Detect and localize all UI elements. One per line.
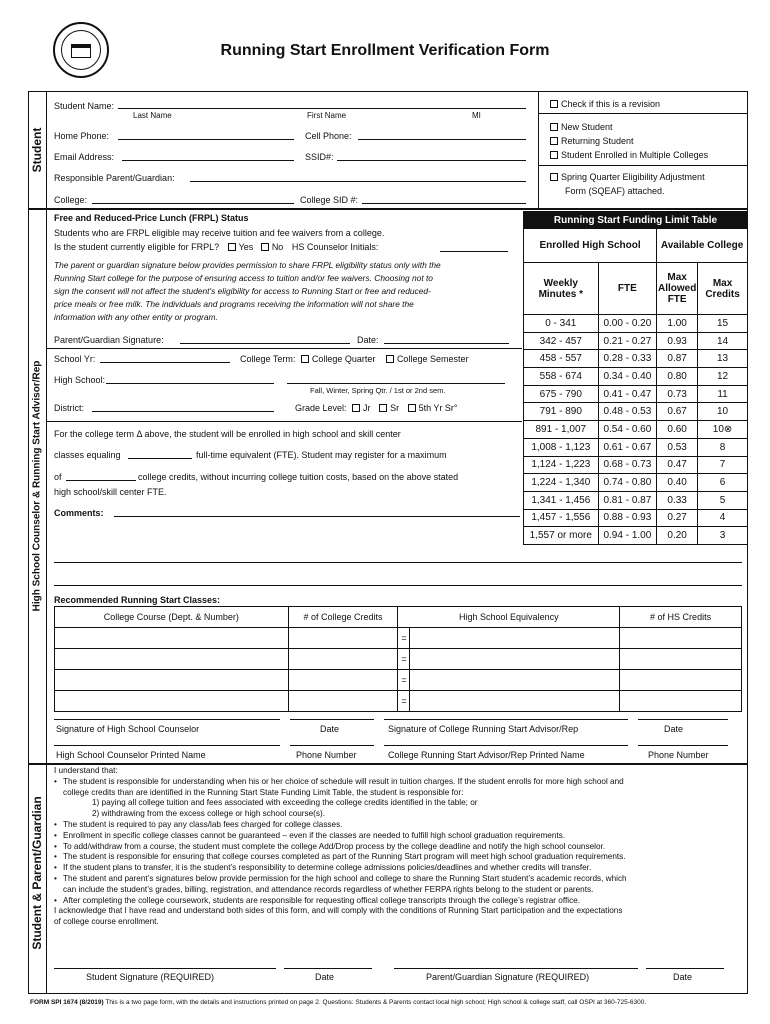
- sqeaf-label-1: Spring Quarter Eligibility Adjustment: [561, 172, 705, 182]
- frpl-consent-line: price meals or free milk. The individuals and programs receiving the information will not share the: [54, 299, 414, 309]
- parent-signature-field[interactable]: [180, 343, 350, 344]
- new-student-label: New Student: [561, 122, 613, 132]
- table-row: [524, 421, 748, 439]
- college-sid-label: College SID #:: [300, 195, 359, 205]
- no-label: No: [271, 242, 284, 252]
- max-fte-cell: 0.33: [657, 491, 698, 509]
- table-row: [524, 438, 748, 456]
- max-fte-cell: 0.73: [657, 385, 698, 403]
- parent-signature-bottom-label: Parent/Guardian Signature (REQUIRED): [426, 972, 590, 982]
- understand-block: [54, 766, 744, 928]
- sr-checkbox[interactable]: [379, 403, 399, 413]
- max-fte-cell: 0.47: [657, 456, 698, 474]
- table-row: [524, 368, 748, 386]
- weekly-minutes-cell: 1,008 - 1,123: [524, 438, 599, 456]
- max-fte-cell: 0.60: [657, 421, 698, 439]
- jr-label: Jr: [363, 403, 371, 413]
- checkbox-icon: [228, 243, 236, 251]
- fte-cell: 0.41 - 0.47: [598, 385, 657, 403]
- checkbox-icon: [550, 100, 558, 108]
- hs-credits-cell[interactable]: [620, 670, 742, 691]
- fte-cell: 0.88 - 0.93: [598, 509, 657, 527]
- fifth-year-checkbox[interactable]: [408, 403, 458, 413]
- max-fte-cell: 1.00: [657, 315, 698, 333]
- sqeaf-label-2: Form (SQEAF) attached.: [565, 186, 665, 196]
- course-cell[interactable]: [55, 628, 289, 649]
- available-header: Available College: [657, 229, 748, 263]
- comments-line[interactable]: [54, 562, 742, 563]
- semester-label: College Semester: [396, 354, 469, 364]
- guardian-label: Responsible Parent/Guardian:: [54, 173, 175, 183]
- grade-level-label: Grade Level:: [295, 403, 347, 413]
- sub-item: 2) withdrawing from the excess college or high school course(s).: [92, 809, 325, 819]
- section-label-counselor: High School Counselor & Running Start Advisor/Rep: [31, 360, 43, 612]
- ssid-label: SSID#:: [305, 152, 334, 162]
- rs-phone-field[interactable]: [638, 745, 728, 746]
- frpl-heading: Free and Reduced-Price Lunch (FRPL) Status: [54, 213, 249, 223]
- returning-student-label: Returning Student: [561, 136, 634, 146]
- sqeaf-checkbox[interactable]: [550, 172, 705, 182]
- weekly-minutes-cell: 458 - 557: [524, 350, 599, 368]
- bullet-text: The student is required to pay any class/lab fees charged for college classes.: [63, 819, 343, 829]
- max-fte-cell: 0.93: [657, 332, 698, 350]
- weekly-minutes-cell: 0 - 341: [524, 315, 599, 333]
- college-credits-header: # of College Credits: [288, 607, 398, 628]
- term-text-line2b: full-time equivalent (FTE). Student may register for a maximum: [196, 450, 447, 460]
- max-credits-cell: 8: [698, 438, 748, 456]
- rs-phone-label: Phone Number: [648, 750, 709, 760]
- frpl-yes-checkbox[interactable]: [228, 242, 254, 252]
- mi-caption: MI: [472, 111, 481, 120]
- max-credits-cell: 4: [698, 509, 748, 527]
- frpl-question: [54, 242, 378, 252]
- max-credits-cell: 5: [698, 491, 748, 509]
- equals-sign: =: [398, 670, 410, 691]
- yes-label: Yes: [238, 242, 254, 252]
- comments-field[interactable]: [114, 516, 520, 517]
- acknowledgement-text: of college course enrollment.: [54, 917, 159, 927]
- college-field[interactable]: [92, 203, 294, 204]
- rs-name-label: College Running Start Advisor/Rep Printed Name: [388, 750, 585, 760]
- bullet-text: can include the student’s grades, billing, registration, and attendance records regardless of whether FERPA rights belong to the student or parents.: [63, 884, 594, 894]
- table-row: [55, 649, 742, 670]
- district-field[interactable]: [92, 411, 274, 412]
- list-item: [54, 842, 744, 853]
- student-signature-label: Student Signature (REQUIRED): [86, 972, 215, 982]
- rs-name-field[interactable]: [384, 745, 628, 746]
- hs-date-label: Date: [320, 724, 340, 734]
- fte-cell: 0.34 - 0.40: [598, 368, 657, 386]
- weekly-minutes-cell: 791 - 890: [524, 403, 599, 421]
- term-text-line3a: of: [54, 472, 62, 482]
- table-row: [524, 509, 748, 527]
- table-row: [524, 474, 748, 492]
- rs-date-label: Date: [664, 724, 684, 734]
- first-name-caption: First Name: [307, 111, 347, 120]
- sub-item: 1) paying all college tuition and fees associated with exceeding the college credits identified in the table; or: [92, 798, 478, 808]
- credits-cell[interactable]: [288, 628, 398, 649]
- fte-cell: 0.61 - 0.67: [598, 438, 657, 456]
- max-fte-header: Max Allowed FTE: [657, 263, 698, 315]
- bullet-text: To add/withdraw from a course, the student must complete the college Add/Drop process by the college deadline and notify the high school counselor.: [63, 841, 606, 851]
- hs-credits-cell[interactable]: [620, 649, 742, 670]
- hs-name-label: High School Counselor Printed Name: [56, 750, 206, 760]
- table-row: [524, 385, 748, 403]
- bullet-text: The student is responsible for understanding when his or her choice of schedule will result in tuition charges. If the student enrolls for more high school and: [63, 776, 624, 786]
- frpl-line1: Students who are FRPL eligible may receive tuition and fee waivers from a college.: [54, 228, 385, 238]
- revision-checkbox[interactable]: [550, 99, 660, 109]
- weekly-minutes-cell: 675 - 790: [524, 385, 599, 403]
- weekly-minutes-cell: 1,341 - 1,456: [524, 491, 599, 509]
- equivalency-cell[interactable]: [410, 628, 620, 649]
- school-year-label: School Yr:: [54, 354, 96, 364]
- table-row: [524, 403, 748, 421]
- fifth-year-label: 5th Yr Sr°: [418, 403, 458, 413]
- max-credits-cell: 10⊗: [698, 421, 748, 439]
- parent-date-bottom-label: Date: [673, 972, 693, 982]
- rs-signature-label: Signature of College Running Start Advisor/Rep: [388, 724, 579, 734]
- course-header: College Course (Dept. & Number): [55, 607, 289, 628]
- max-credits-field[interactable]: [66, 480, 136, 481]
- footer: [30, 999, 646, 1006]
- classes-heading: Recommended Running Start Classes:: [54, 595, 221, 605]
- form-code: FORM SPI 1674 (8/2019): [30, 999, 104, 1006]
- list-item: [54, 852, 744, 863]
- hs-phone-field[interactable]: [290, 745, 374, 746]
- college-term-group: [240, 354, 468, 364]
- new-student-checkbox[interactable]: [550, 122, 613, 132]
- weekly-minutes-cell: 558 - 674: [524, 368, 599, 386]
- hs-equivalency-header: High School Equivalency: [398, 607, 620, 628]
- course-cell[interactable]: [55, 670, 289, 691]
- fte-cell: 0.68 - 0.73: [598, 456, 657, 474]
- guardian-field[interactable]: [190, 181, 526, 182]
- cell-phone-field[interactable]: [358, 139, 526, 140]
- term-text-line1: For the college term Δ above, the student will be enrolled in high school and skill center: [54, 429, 401, 439]
- checkbox-icon: [301, 355, 309, 363]
- max-credits-cell: 7: [698, 456, 748, 474]
- equivalency-cell[interactable]: [410, 691, 620, 712]
- student-name-field[interactable]: [118, 108, 526, 109]
- bullet-text: The student is responsible for ensuring that college courses completed as part of the Running Start program will meet high school graduation requirements.: [63, 852, 626, 862]
- college-label: College:: [54, 195, 88, 205]
- returning-student-checkbox[interactable]: [550, 136, 634, 146]
- table-row: [524, 315, 748, 333]
- table-row: [55, 628, 742, 649]
- checkbox-icon: [550, 123, 558, 131]
- checkbox-icon: [261, 243, 269, 251]
- term-text-line4: high school/skill center FTE.: [54, 487, 167, 497]
- weekly-minutes-cell: 342 - 457: [524, 332, 599, 350]
- max-fte-cell: 0.20: [657, 527, 698, 545]
- list-item: [54, 896, 744, 907]
- high-school-label: High School:: [54, 375, 106, 385]
- term-text-line2a: classes equaling: [54, 450, 121, 460]
- frpl-consent-line: The parent or guardian signature below provides permission to share FRPL eligibility status only with the: [54, 260, 441, 270]
- parent-signature-label: Parent/Guardian Signature:: [54, 335, 164, 345]
- school-year-field[interactable]: [100, 362, 230, 363]
- weekly-minutes-cell: 1,124 - 1,223: [524, 456, 599, 474]
- hs-signature-label: Signature of High School Counselor: [56, 724, 200, 734]
- acknowledgement-text: I acknowledge that I have read and understand both sides of this form, and will comply with the conditions of Running Start participation and the expectations: [54, 906, 623, 916]
- fte-cell: 0.81 - 0.87: [598, 491, 657, 509]
- max-credits-cell: 13: [698, 350, 748, 368]
- equals-sign: =: [398, 628, 410, 649]
- max-credits-cell: 3: [698, 527, 748, 545]
- classes-table: [54, 606, 742, 712]
- college-sid-field[interactable]: [362, 203, 526, 204]
- home-phone-field[interactable]: [118, 139, 294, 140]
- fte-field[interactable]: [128, 458, 192, 459]
- credits-cell[interactable]: [288, 649, 398, 670]
- fte-cell: 0.28 - 0.33: [598, 350, 657, 368]
- funding-limit-table: [523, 211, 748, 545]
- hs-signature-field[interactable]: [54, 719, 280, 720]
- parent-date-label: Date:: [357, 335, 379, 345]
- max-credits-cell: 14: [698, 332, 748, 350]
- hs-credits-cell[interactable]: [620, 691, 742, 712]
- district-label: District:: [54, 403, 84, 413]
- weekly-minutes-cell: 1,224 - 1,340: [524, 474, 599, 492]
- checkbox-icon: [408, 404, 416, 412]
- hs-name-field[interactable]: [54, 745, 280, 746]
- home-phone-label: Home Phone:: [54, 131, 110, 141]
- revision-label: Check if this is a revision: [561, 99, 661, 109]
- table-row: [524, 332, 748, 350]
- list-item: [54, 863, 744, 874]
- college-term-field[interactable]: [287, 383, 505, 384]
- student-date-field[interactable]: [284, 968, 372, 969]
- section-label-student: Student: [30, 127, 44, 173]
- sr-label: Sr: [390, 403, 400, 413]
- parent-date-field[interactable]: [384, 343, 509, 344]
- credits-cell[interactable]: [288, 691, 398, 712]
- fte-header: FTE: [598, 263, 657, 315]
- equivalency-cell[interactable]: [410, 649, 620, 670]
- high-school-field[interactable]: [106, 383, 274, 384]
- weekly-minutes-cell: 1,457 - 1,556: [524, 509, 599, 527]
- initials-field[interactable]: [440, 251, 508, 252]
- fte-cell: 0.54 - 0.60: [598, 421, 657, 439]
- initials-label: HS Counselor Initials:: [291, 242, 379, 252]
- student-date-label: Date: [315, 972, 335, 982]
- equals-sign: =: [398, 649, 410, 670]
- semester-checkbox[interactable]: [386, 354, 469, 364]
- checkbox-icon: [386, 355, 394, 363]
- email-field[interactable]: [122, 160, 294, 161]
- term-note: Fall, Winter, Spring Qtr. / 1st or 2nd sem.: [310, 386, 446, 395]
- max-credits-cell: 11: [698, 385, 748, 403]
- quarter-checkbox[interactable]: [301, 354, 376, 364]
- grade-level-group: [295, 403, 458, 413]
- term-text-line3b: college credits, without incurring college tuition costs, based on the above stated: [138, 472, 459, 482]
- fte-cell: 0.74 - 0.80: [598, 474, 657, 492]
- max-fte-cell: 0.80: [657, 368, 698, 386]
- student-signature-field[interactable]: [54, 968, 276, 969]
- understand-intro: I understand that:: [54, 766, 118, 775]
- comments-label: Comments:: [54, 508, 104, 518]
- table-row: [524, 456, 748, 474]
- weekly-minutes-cell: 1,557 or more: [524, 527, 599, 545]
- comments-line[interactable]: [54, 585, 742, 586]
- hs-phone-label: Phone Number: [296, 750, 357, 760]
- parent-signature-bottom-field[interactable]: [394, 968, 638, 969]
- college-term-label: College Term:: [240, 354, 296, 364]
- list-item: [54, 874, 744, 896]
- enrolled-header: Enrolled High School: [524, 229, 657, 263]
- max-credits-header: Max Credits: [698, 263, 748, 315]
- table-row: [55, 691, 742, 712]
- ssid-field[interactable]: [337, 160, 526, 161]
- table-row: [524, 527, 748, 545]
- list-item: [54, 831, 744, 842]
- max-fte-cell: 0.40: [657, 474, 698, 492]
- bullet-text: Enrollment in specific college classes cannot be guaranteed – even if the classes are needed to fulfill high school graduation requirements.: [63, 830, 566, 840]
- hs-date-field[interactable]: [290, 719, 374, 720]
- list-item: [54, 777, 744, 799]
- max-credits-cell: 12: [698, 368, 748, 386]
- fte-cell: 0.00 - 0.20: [598, 315, 657, 333]
- max-fte-cell: 0.67: [657, 403, 698, 421]
- last-name-caption: Last Name: [133, 111, 172, 120]
- max-fte-cell: 0.87: [657, 350, 698, 368]
- fte-cell: 0.94 - 1.00: [598, 527, 657, 545]
- quarter-label: College Quarter: [311, 354, 376, 364]
- max-fte-cell: 0.27: [657, 509, 698, 527]
- equals-sign: =: [398, 691, 410, 712]
- checkbox-icon: [550, 173, 558, 181]
- weekly-minutes-cell: 891 - 1,007: [524, 421, 599, 439]
- max-credits-cell: 15: [698, 315, 748, 333]
- multiple-colleges-label: Student Enrolled in Multiple Colleges: [561, 150, 709, 160]
- bullet-text: If the student plans to transfer, it is the student’s responsibility to determine college admissions policies/deadlines and whether credits will transfer.: [63, 863, 592, 873]
- bullet-text: After completing the college coursework, students are responsible for requesting offical college transcripts through the college’s registrar office.: [63, 895, 580, 905]
- max-credits-cell: 6: [698, 474, 748, 492]
- frpl-no-checkbox[interactable]: [261, 242, 284, 252]
- frpl-consent-line: information with any other entity or program.: [54, 312, 218, 322]
- checkbox-icon: [352, 404, 360, 412]
- frpl-consent-line: sign the consent will not affect the student's eligibility for access to Running Start or free and reduced-: [54, 286, 431, 296]
- hs-credits-header: # of HS Credits: [620, 607, 742, 628]
- cell-phone-label: Cell Phone:: [305, 131, 352, 141]
- max-fte-cell: 0.53: [657, 438, 698, 456]
- funding-table-title: Running Start Funding Limit Table: [524, 212, 748, 229]
- jr-checkbox[interactable]: [352, 403, 371, 413]
- checkbox-icon: [550, 137, 558, 145]
- frpl-consent-line: Running Start college for the purpose of ensuring access to tuition and/or fee waivers. Choosing not to: [54, 273, 433, 283]
- footer-text: This is a two page form, with the details and instructions printed on page 2. Questions: Students & Parents contact local high school; High school & college staff, call OSPI at 360-725-6300.: [103, 999, 647, 1006]
- max-credits-cell: 10: [698, 403, 748, 421]
- rs-signature-field[interactable]: [384, 719, 628, 720]
- equivalency-cell[interactable]: [410, 670, 620, 691]
- course-cell[interactable]: [55, 649, 289, 670]
- fte-cell: 0.21 - 0.27: [598, 332, 657, 350]
- checkbox-icon: [379, 404, 387, 412]
- list-item: [54, 820, 744, 831]
- fte-cell: 0.48 - 0.53: [598, 403, 657, 421]
- page-title: Running Start Enrollment Verification Form: [220, 42, 550, 59]
- table-row: [524, 491, 748, 509]
- table-row: [524, 350, 748, 368]
- email-label: Email Address:: [54, 152, 115, 162]
- course-cell[interactable]: [55, 691, 289, 712]
- parent-date-bottom-field[interactable]: [646, 968, 724, 969]
- weekly-minutes-header: Weekly Minutes *: [524, 263, 599, 315]
- student-name-label: Student Name:: [54, 101, 115, 111]
- bullet-text: college credits than are identified in the Running Start State Funding Limit Table, the student is responsible for:: [63, 787, 464, 797]
- rs-date-field[interactable]: [638, 719, 728, 720]
- checkbox-icon: [550, 151, 558, 159]
- credits-cell[interactable]: [288, 670, 398, 691]
- hs-credits-cell[interactable]: [620, 628, 742, 649]
- frpl-question-text: Is the student currently eligible for FRPL?: [54, 242, 220, 252]
- bullet-text: The student and parent’s signatures below provide permission for the high school and college to share the Running Start student’s academic records, which: [63, 873, 627, 883]
- multiple-colleges-checkbox[interactable]: [550, 150, 708, 160]
- table-row: [55, 670, 742, 691]
- section-label-guardian: Student & Parent/Guardian: [30, 796, 44, 950]
